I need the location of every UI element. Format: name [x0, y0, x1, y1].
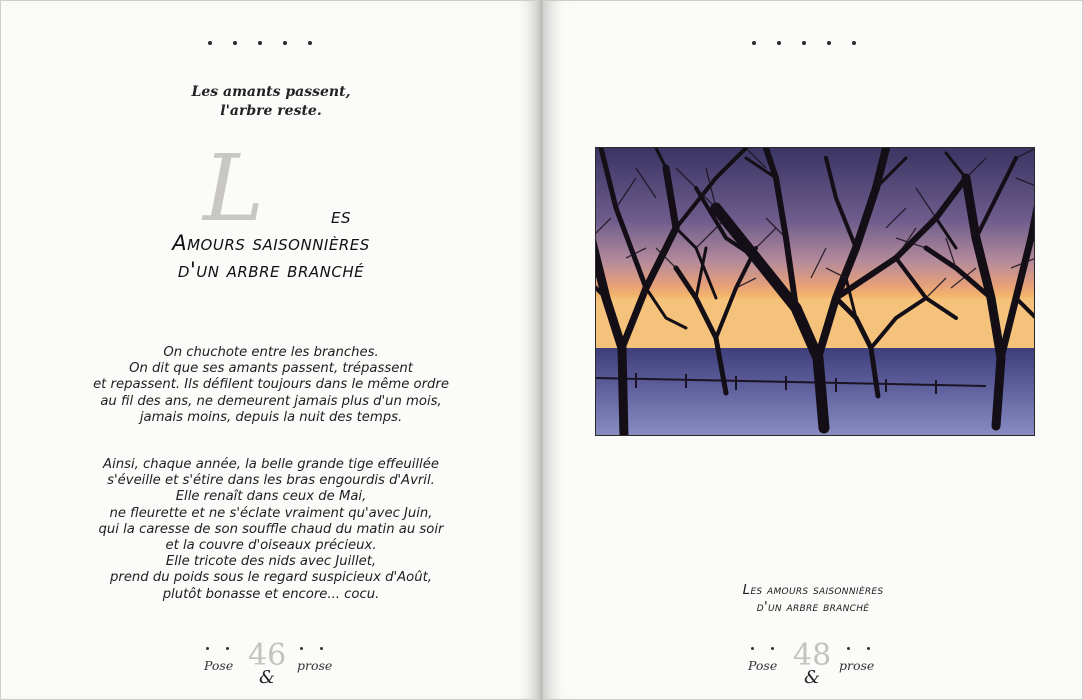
text-line: au fil des ans, ne demeurent jamais plus d'un mois,	[100, 393, 442, 409]
drop-cap: L	[203, 135, 265, 242]
footer-dots-left	[751, 647, 791, 650]
caption-line: d'un arbre branché	[756, 599, 870, 615]
paragraph-1	[1, 345, 540, 426]
text-line: Elle tricote des nids avec Juillet,	[165, 554, 377, 570]
footer-word-prose: prose	[297, 658, 333, 673]
text-line: s'éveille et s'étire dans les bras engourdis d'Avril.	[107, 473, 435, 489]
text-line: prend du poids sous le regard suspicieux d'Août,	[110, 570, 432, 586]
text-line: plutôt bonasse et encore... cocu.	[162, 586, 380, 602]
text-line: et la couvre d'oiseaux précieux.	[165, 538, 377, 554]
footer-dots-right	[300, 647, 340, 650]
footer-ampersand: &	[804, 667, 821, 688]
title-line: Amours saisonnières	[172, 231, 370, 255]
caption-line: Les amours saisonnières	[742, 582, 884, 598]
title-line: d'un arbre branché	[177, 258, 365, 282]
top-ornament-dots	[208, 41, 312, 45]
text-line: qui la caresse de son souffle chaud du matin au soir	[98, 521, 444, 537]
text-line: jamais moins, depuis la nuit des temps.	[139, 409, 403, 425]
footer-dots-left	[206, 647, 246, 650]
text-line: Elle renaît dans ceux de Mai,	[175, 489, 367, 505]
footer-dots-right	[847, 647, 887, 650]
page-number: 46	[248, 638, 287, 673]
epigraph-line: l'arbre reste.	[220, 103, 322, 119]
title-line: es	[331, 204, 351, 228]
footer-word-prose: prose	[839, 658, 875, 673]
text-line: Ainsi, chaque année, la belle grande tige effeuillée	[103, 457, 439, 472]
footer-ampersand: &	[259, 667, 276, 688]
paragraph-2	[1, 457, 540, 603]
epigraph	[1, 83, 540, 121]
text-line: ne fleurette et ne s'éclate vraiment qu'avec Juin,	[109, 505, 433, 521]
chapter-title	[1, 203, 540, 284]
epigraph-line: Les amants passent,	[191, 84, 351, 100]
page-footer	[1, 638, 540, 691]
text-line: On dit que ses amants passent, trépassent	[129, 361, 413, 377]
text-line: On chuchote entre les branches.	[163, 345, 379, 360]
top-ornament-dots	[752, 41, 856, 45]
page-number: 48	[793, 638, 832, 673]
page-footer	[543, 638, 1083, 691]
photo-caption	[543, 582, 1083, 616]
footer-word-pose: Pose	[748, 658, 778, 673]
text-line: et repassent. Ils défilent toujours dans le même ordre	[93, 377, 449, 393]
left-page	[0, 0, 540, 700]
right-page	[543, 0, 1083, 700]
footer-word-pose: Pose	[204, 658, 234, 673]
winter-sunset-trees-photo	[595, 147, 1035, 436]
